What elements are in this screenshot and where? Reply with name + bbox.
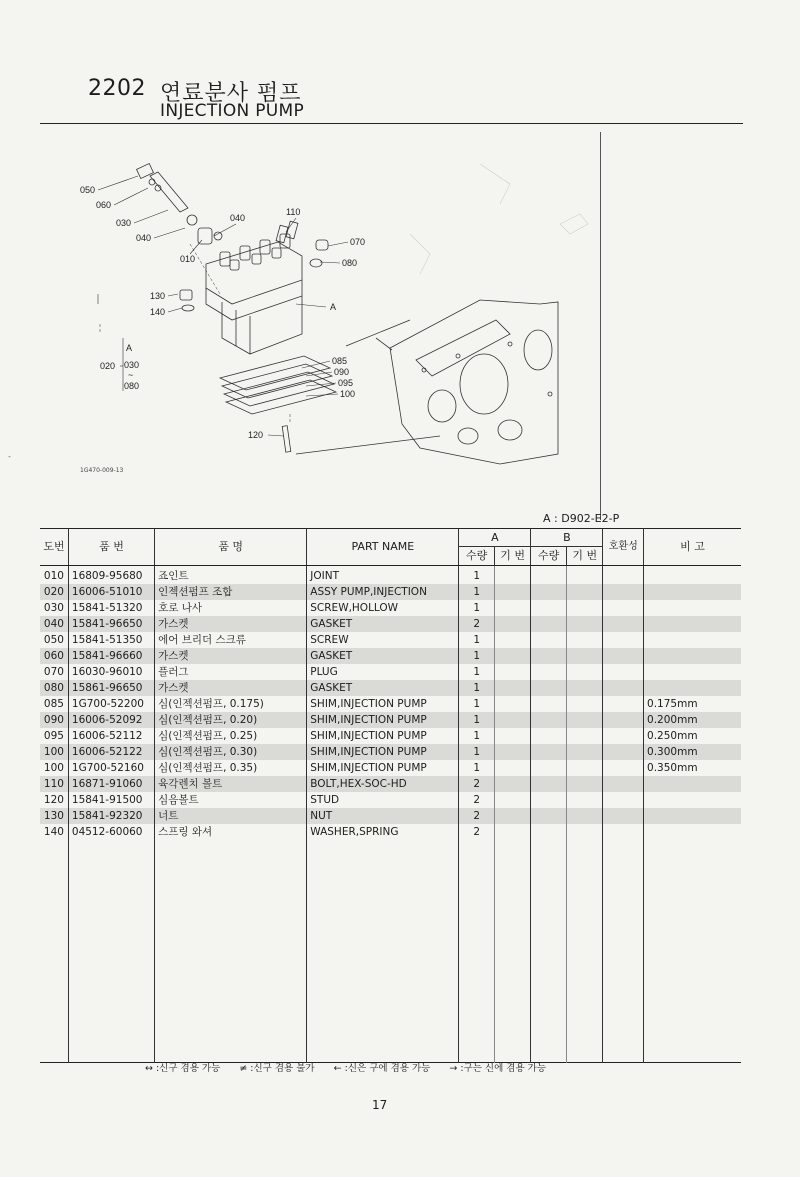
table-row <box>40 616 741 632</box>
cell-qty: 1 <box>459 680 495 696</box>
cell-empty <box>531 600 567 616</box>
cell-part-name: WASHER,SPRING <box>307 824 459 840</box>
cell-empty <box>603 600 644 616</box>
cell-qty: 1 <box>459 728 495 744</box>
cell-part-no: 16006-51010 <box>68 584 154 600</box>
cell-empty <box>494 664 531 680</box>
cell-part-no: 16006-52112 <box>68 728 154 744</box>
cell-no: 040 <box>40 616 68 632</box>
cell-part-name: SHIM,INJECTION PUMP <box>307 760 459 776</box>
cell-name-ko: 에어 브리더 스크류 <box>155 632 307 648</box>
cell-part-no: 16809-95680 <box>68 566 154 585</box>
cell-empty <box>494 648 531 664</box>
parts-table-body <box>40 566 741 841</box>
cell-part-no: 15841-92320 <box>68 808 154 824</box>
cell-no: 110 <box>40 776 68 792</box>
cell-part-name: GASKET <box>307 680 459 696</box>
cell-part-name: SHIM,INJECTION PUMP <box>307 728 459 744</box>
callout-060: 060 <box>96 200 112 210</box>
cell-part-no: 15861-96650 <box>68 680 154 696</box>
table-row <box>40 824 741 840</box>
cell-qty: 1 <box>459 632 495 648</box>
callout-030: 030 <box>116 218 132 228</box>
cell-empty <box>603 760 644 776</box>
legend-item-new-fits-old: ← :신은 구에 겸용 가능 <box>333 1063 431 1074</box>
cell-empty <box>494 632 531 648</box>
table-row <box>40 712 741 728</box>
cell-remarks <box>644 792 741 808</box>
cell-part-no: 1G700-52160 <box>68 760 154 776</box>
cell-part-name: PLUG <box>307 664 459 680</box>
cell-name-ko: 플러그 <box>155 664 307 680</box>
cell-qty: 1 <box>459 648 495 664</box>
cell-empty <box>531 792 567 808</box>
table-row <box>40 696 741 712</box>
cell-empty <box>566 760 603 776</box>
cell-part-no: 15841-91500 <box>68 792 154 808</box>
cell-empty <box>566 680 603 696</box>
model-reference: A : D902-E2-P <box>543 512 620 525</box>
cell-name-ko: 가스켓 <box>155 648 307 664</box>
cell-remarks <box>644 824 741 840</box>
cell-part-no: 16006-52122 <box>68 744 154 760</box>
cell-empty <box>566 616 603 632</box>
callout-070: 070 <box>350 237 366 247</box>
cell-empty <box>531 696 567 712</box>
cell-no: 050 <box>43 634 64 646</box>
legend-item-old-fits-new: → :구는 신에 겸용 가능 <box>449 1063 546 1074</box>
cell-empty <box>494 566 531 585</box>
cell-qty: 1 <box>459 566 495 585</box>
col-header-remarks: 비 고 <box>644 529 741 566</box>
cell-empty <box>531 824 567 840</box>
cell-no: 060 <box>40 648 68 664</box>
section-title-english: INJECTION PUMP <box>160 101 305 121</box>
cell-empty <box>566 584 603 600</box>
callout-120: 120 <box>248 430 264 440</box>
cell-qty: 1 <box>459 744 495 760</box>
cell-empty <box>531 584 567 600</box>
cell-empty <box>494 776 531 792</box>
cell-empty <box>494 824 531 840</box>
cell-name-ko: 인젝션펌프 조합 <box>155 584 307 600</box>
cell-no: 130 <box>40 808 68 824</box>
cell-qty: 2 <box>459 808 495 824</box>
cell-empty <box>531 680 567 696</box>
cell-remarks <box>644 680 741 696</box>
cell-part-name: SHIM,INJECTION PUMP <box>307 744 459 760</box>
margin-mark: - <box>8 452 11 461</box>
cell-no: 085 <box>43 698 64 710</box>
table-row <box>40 566 741 585</box>
cell-no: 095 <box>43 730 64 742</box>
callout-140: 140 <box>150 307 166 317</box>
cell-part-name: NUT <box>307 808 459 824</box>
cell-empty <box>494 760 531 776</box>
cell-empty <box>566 728 603 744</box>
cell-empty <box>566 664 603 680</box>
cell-empty <box>603 680 644 696</box>
cell-empty <box>603 776 644 792</box>
callout-a: A <box>126 343 133 353</box>
cell-empty <box>603 664 644 680</box>
cell-part-name: GASKET <box>307 648 459 664</box>
cell-no: 070 <box>43 666 64 678</box>
cell-name-ko: 심(인젝션펌프, 0.30) <box>155 744 307 760</box>
cell-empty <box>531 616 567 632</box>
callout-040: 040 <box>230 213 246 223</box>
cell-remarks <box>644 808 741 824</box>
cell-part-name: BOLT,HEX-SOC-HD <box>307 776 459 792</box>
cell-empty <box>531 632 567 648</box>
table-row <box>40 760 741 776</box>
table-row <box>40 600 741 616</box>
cell-part-name: JOINT <box>307 566 459 585</box>
cell-empty <box>531 712 567 728</box>
cell-empty <box>531 776 567 792</box>
section-code: 2202 <box>88 76 146 101</box>
cell-empty <box>603 632 644 648</box>
col-header-interchange: 호환성 <box>603 529 644 566</box>
callout-080: 080 <box>124 381 140 391</box>
table-row <box>40 648 741 664</box>
cell-remarks: 0.250mm <box>644 728 741 744</box>
joint-part <box>187 215 222 244</box>
exploded-parts-diagram <box>40 124 600 469</box>
callout-080: 080 <box>342 258 358 268</box>
cell-remarks <box>644 616 741 632</box>
cell-empty <box>603 566 644 585</box>
nut-part <box>180 290 194 311</box>
cell-no: 030 <box>43 602 64 614</box>
cell-part-name: SCREW <box>307 632 459 648</box>
table-row <box>40 680 741 696</box>
cell-empty <box>494 616 531 632</box>
col-header-part-no: 품 번 <box>68 529 154 566</box>
col-header-group-a: A <box>459 529 531 547</box>
table-row <box>40 776 741 792</box>
cell-empty <box>603 792 644 808</box>
cell-qty: 1 <box>459 584 495 600</box>
cell-part-name: SHIM,INJECTION PUMP <box>307 712 459 728</box>
table-row <box>40 744 741 760</box>
callout-020: 020 <box>100 361 116 371</box>
callout-040: 040 <box>136 233 152 243</box>
callout-130: 130 <box>150 291 166 301</box>
cell-no: 010 <box>43 570 64 582</box>
cell-part-no: 16030-96010 <box>68 664 154 680</box>
col-header-name-ko: 품 명 <box>155 529 307 566</box>
cell-empty <box>494 728 531 744</box>
plug-part <box>310 240 328 267</box>
cell-no: 020 <box>40 584 68 600</box>
cell-empty <box>531 664 567 680</box>
cell-remarks: 0.350mm <box>644 760 741 776</box>
cell-empty <box>566 712 603 728</box>
engine-block <box>296 300 558 464</box>
callout-a: A <box>330 302 337 312</box>
cell-part-no: 15841-51350 <box>68 632 154 648</box>
injection-pump-body <box>206 221 302 354</box>
cell-part-name: STUD <box>307 792 459 808</box>
cell-name-ko: 너트 <box>155 808 307 824</box>
callout-085: 085 <box>332 356 348 366</box>
cell-empty <box>603 616 644 632</box>
cell-name-ko: 호로 나사 <box>155 600 307 616</box>
cell-empty <box>566 792 603 808</box>
cell-name-ko: 심(인젝션펌프, 0.175) <box>155 696 307 712</box>
cell-qty: 2 <box>459 792 495 808</box>
callout-030: 030 <box>124 360 140 370</box>
cell-empty <box>603 728 644 744</box>
callout-010: 010 <box>180 254 196 264</box>
cell-empty <box>566 696 603 712</box>
cell-qty: 1 <box>459 760 495 776</box>
cell-part-name: GASKET <box>307 616 459 632</box>
col-header-group-b: B <box>531 529 603 547</box>
cell-remarks <box>644 664 741 680</box>
cell-empty <box>566 648 603 664</box>
cell-remarks <box>644 600 741 616</box>
legend-item-interchangeable: ↔ :신구 겸용 가능 <box>145 1063 221 1074</box>
cell-empty <box>566 808 603 824</box>
cell-empty <box>494 712 531 728</box>
table-row <box>40 632 741 648</box>
cell-name-ko: 심(인젝션펌프, 0.35) <box>155 760 307 776</box>
cell-remarks: 0.175mm <box>644 696 741 712</box>
cell-qty: 2 <box>459 824 495 840</box>
cell-part-name: ASSY PUMP,INJECTION <box>307 584 459 600</box>
page-divider-line <box>600 132 601 520</box>
cell-remarks <box>644 566 741 585</box>
table-filler <box>40 840 741 1062</box>
cell-empty <box>566 632 603 648</box>
cell-part-no: 04512-60060 <box>68 824 154 840</box>
cell-empty <box>566 600 603 616</box>
cell-empty <box>603 696 644 712</box>
cell-part-name: SCREW,HOLLOW <box>307 600 459 616</box>
callout-090: 090 <box>334 367 350 377</box>
cell-empty <box>603 712 644 728</box>
cell-qty: 1 <box>459 696 495 712</box>
cell-no: 140 <box>43 826 64 838</box>
cell-remarks <box>644 648 741 664</box>
cell-empty <box>566 744 603 760</box>
cell-empty <box>603 824 644 840</box>
cell-empty <box>531 744 567 760</box>
cell-remarks <box>644 776 741 792</box>
col-header-part-name: PART NAME <box>307 529 459 566</box>
cell-empty <box>531 760 567 776</box>
cell-no: 080 <box>40 680 68 696</box>
cell-empty <box>566 824 603 840</box>
drawing-code: 1G470-009-13 <box>80 467 124 474</box>
cell-part-no: 15841-51320 <box>68 600 154 616</box>
cell-name-ko: 가스켓 <box>155 616 307 632</box>
cell-qty: 1 <box>459 664 495 680</box>
cell-empty <box>494 600 531 616</box>
legend-item-not-interchangeable: ≠ :신구 겸용 불가 <box>239 1063 315 1074</box>
page-number: 17 <box>372 1098 388 1112</box>
col-header-model-b: 기 번 <box>566 547 603 566</box>
cell-empty <box>494 808 531 824</box>
cell-part-no: 16006-52092 <box>68 712 154 728</box>
cell-name-ko: 심(인젝션펌프, 0.20) <box>155 712 307 728</box>
col-header-qty-a: 수량 <box>459 547 495 566</box>
diagram-callouts <box>80 185 365 440</box>
cell-no: 100 <box>43 762 64 774</box>
cell-empty <box>603 584 644 600</box>
cell-empty <box>531 648 567 664</box>
cell-empty <box>603 744 644 760</box>
cell-qty: 2 <box>459 776 495 792</box>
cell-name-ko: 스프링 와셔 <box>155 824 307 840</box>
stud-part <box>282 426 291 452</box>
cell-empty <box>494 680 531 696</box>
col-header-model-a: 기 번 <box>494 547 531 566</box>
callout-110: 110 <box>286 207 301 217</box>
cell-part-no: 16871-91060 <box>68 776 154 792</box>
hollow-screw-part <box>137 164 188 212</box>
cell-empty <box>603 648 644 664</box>
cell-empty <box>494 584 531 600</box>
cell-qty: 2 <box>459 616 495 632</box>
cell-name-ko: 심음볼트 <box>155 792 307 808</box>
cell-empty <box>566 566 603 585</box>
cell-empty <box>494 744 531 760</box>
table-row <box>40 808 741 824</box>
cell-name-ko: 가스켓 <box>155 680 307 696</box>
callout-100: 100 <box>340 389 356 399</box>
interchangeability-legend <box>145 1060 562 1074</box>
cell-name-ko: 심(인젝션펌프, 0.25) <box>155 728 307 744</box>
cell-empty <box>531 728 567 744</box>
table-row <box>40 584 741 600</box>
col-header-qty-b: 수량 <box>531 547 567 566</box>
cell-remarks: 0.300mm <box>644 744 741 760</box>
callout-050: 050 <box>80 185 96 195</box>
cell-remarks: 0.200mm <box>644 712 741 728</box>
col-header-no: 도번 <box>40 529 68 566</box>
cell-empty <box>566 776 603 792</box>
callout-095: 095 <box>338 378 354 388</box>
cell-no: 090 <box>40 712 68 728</box>
cell-empty <box>494 792 531 808</box>
cell-name-ko: 죠인트 <box>155 566 307 585</box>
cell-empty <box>531 566 567 585</box>
cell-no: 100 <box>40 744 68 760</box>
table-row <box>40 728 741 744</box>
table-row <box>40 792 741 808</box>
cell-remarks <box>644 584 741 600</box>
section-title-korean: 연료분사 펌프 <box>160 81 302 106</box>
cell-part-no: 1G700-52200 <box>68 696 154 712</box>
cell-no: 120 <box>43 794 64 806</box>
cell-empty <box>494 696 531 712</box>
table-row <box>40 664 741 680</box>
cell-empty <box>603 808 644 824</box>
cell-part-no: 15841-96650 <box>68 616 154 632</box>
cell-part-no: 15841-96660 <box>68 648 154 664</box>
cell-name-ko: 육각렌치 볼트 <box>155 776 307 792</box>
parts-table <box>40 528 741 1063</box>
cell-empty <box>531 808 567 824</box>
cell-part-name: SHIM,INJECTION PUMP <box>307 696 459 712</box>
cell-qty: 1 <box>459 600 495 616</box>
cell-qty: 1 <box>459 712 495 728</box>
callout-tilde: ~ <box>128 370 134 380</box>
cell-remarks <box>644 632 741 648</box>
